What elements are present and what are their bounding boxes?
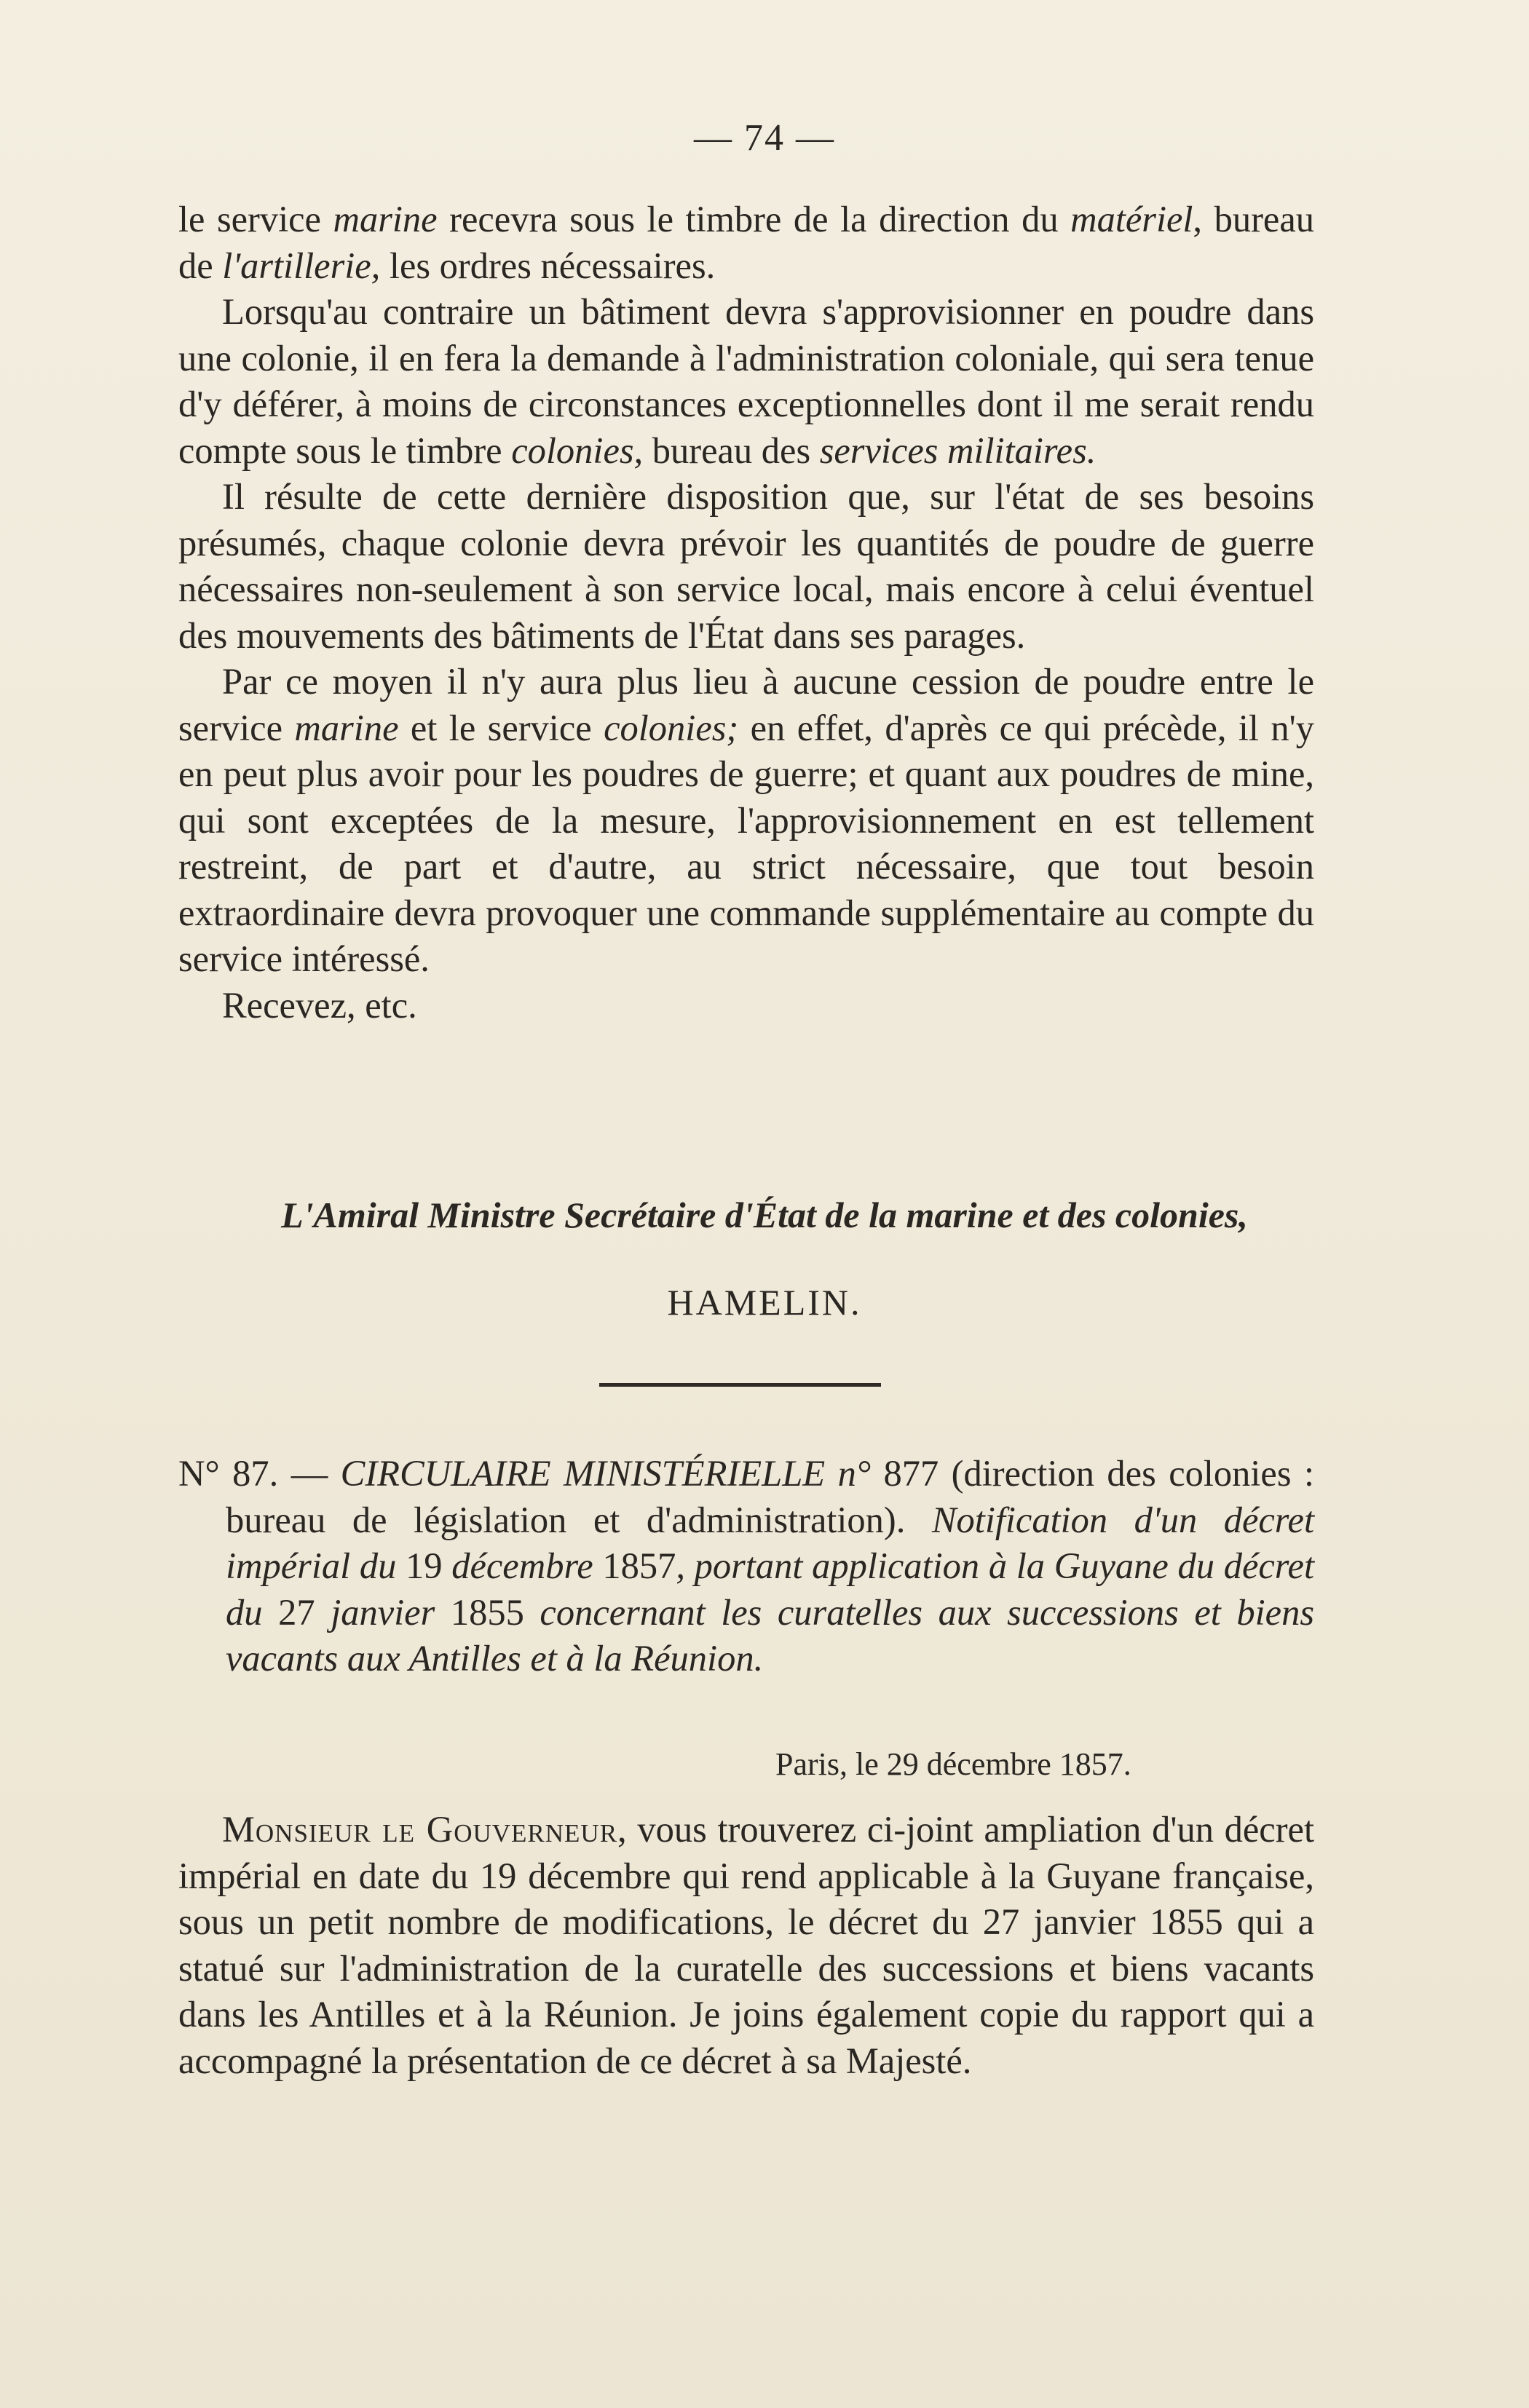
text-run: 19 [406, 1545, 443, 1586]
entry-heading-text [178, 1451, 1314, 1682]
paragraph-3 [178, 474, 1314, 659]
section-divider [599, 1383, 881, 1387]
text-run-italic: matériel [1070, 199, 1193, 239]
text-run: Par ce moyen il n'y aura plus lieu à aucune cession de poudre entre le service [178, 661, 1314, 748]
signature-name: HAMELIN. [667, 1282, 862, 1323]
text-run: bureau des [643, 429, 820, 471]
text-run-italic: concernant les curatelles aux successions et biens vacants aux Antilles et à la Réunion. [226, 1591, 1314, 1679]
text-run: Il résulte de cette dernière disposition que, sur l'état de ses besoins présumés, chaque colonie devra prévoir les quantités de poudre de guerre nécessaires non-seulement à son service local, mais encore à celui éventuel des mouvements des bâtiments de l'État dans ses parages. [178, 476, 1314, 656]
closing-formula [178, 983, 1314, 1029]
text-run-italic: colonies; [604, 707, 739, 748]
text-run: les ordres nécessaires. [380, 245, 716, 286]
text-run: et le service [398, 707, 604, 748]
text-run: en effet, d'après ce qui précède, il n'y en peut plus avoir pour les poudres de guerre; et quant aux poudres de mine, qui sont exceptées de la mesure, l'approvisionnement en est tellement restreint, de part et d'autre, au strict nécessaire, que tout besoin extraordinaire devra provoquer une commande supplémentaire au compte du service intéressé. [178, 707, 1314, 979]
paragraph-2 [178, 289, 1314, 474]
body-text-top [178, 197, 1314, 1029]
signature-title: L'Amiral Ministre Secrétaire d'État de la marine et des colonies, [281, 1195, 1248, 1235]
text-run-italic: décembre [442, 1545, 603, 1586]
text-run-italic: , portant application à la Guyane du décret du [226, 1545, 1314, 1633]
text-run: Recevez, etc. [222, 984, 417, 1026]
text-run-italic: CIRCULAIRE MINISTÉRIELLE n° [340, 1453, 872, 1494]
body-text-letter [178, 1807, 1314, 2084]
text-run: 1855 [450, 1591, 524, 1633]
paragraph-1 [178, 197, 1314, 289]
letter-paragraph [178, 1807, 1314, 2084]
text-run: recevra sous le timbre de la direction du [437, 199, 1071, 239]
text-run-italic: marine [294, 707, 399, 748]
text-run: N° 87. — [178, 1453, 341, 1494]
letter-body: , vous trouverez ci-joint ampliation d'un décret impérial en date du 19 décembre qui rend applicable à la Guyane française, sous un petit nombre de modifications, le décret du 27 janvier 1855 qui a statué sur l'administration de la curatelle des successions et biens vacants dans les Antilles et à la Réunion. Je joins également copie du rapport qui a accompagné la présentation de ce décret à sa Majesté. [178, 1809, 1314, 2081]
text-run: 877 (direction des colonies : bureau de législation et d'administration). [226, 1453, 1314, 1540]
text-run-italic: l'artillerie, [222, 245, 381, 286]
page-number: — 74 — [694, 117, 835, 159]
text-run-italic: services militaires. [819, 429, 1097, 471]
text-run: le service [178, 199, 333, 239]
text-run: Lorsqu'au contraire un bâtiment devra s'approvisionner en poudre dans une colonie, il en fera la demande à l'administration coloniale, qui sera tenue d'y déférer, à moins de circonstances exceptionnelles dont il me serait rendu compte sous le timbre [178, 291, 1314, 471]
text-run-italic: marine [333, 199, 438, 239]
paragraph-4 [178, 659, 1314, 983]
text-run: 27 [278, 1591, 315, 1633]
text-run: , bureau de [178, 199, 1314, 286]
text-run: 1857 [602, 1545, 676, 1586]
date-line: Paris, le 29 décembre 1857. [775, 1746, 1131, 1782]
text-run-italic: colonies, [511, 429, 644, 471]
text-run-italic: Notification d'un décret impérial du [226, 1499, 1314, 1586]
salutation: Monsieur le Gouverneur [222, 1809, 618, 1850]
entry-heading [178, 1451, 1314, 1682]
text-run-italic: janvier [315, 1591, 451, 1633]
